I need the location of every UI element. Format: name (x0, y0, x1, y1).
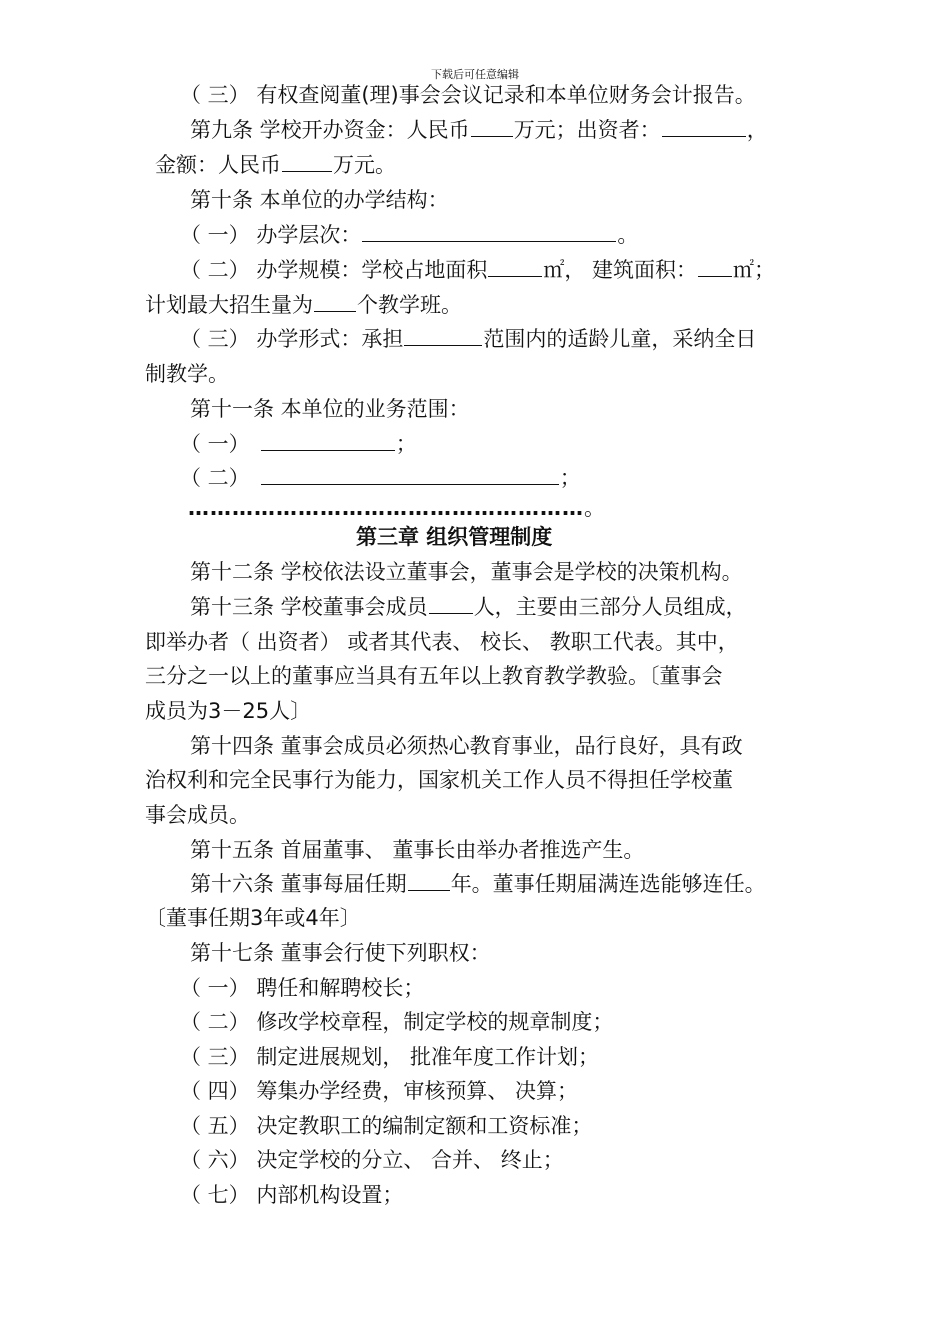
paragraph-line: （ 二） ； (180, 466, 581, 490)
paragraph-line: （ 一） ； (180, 432, 417, 456)
blank-underline (408, 870, 450, 891)
blank-underline (404, 325, 482, 346)
article-14-line: 第十四条 董事会成员必须热心教育事业，品行良好，具有政 (190, 734, 743, 758)
list-item: （ 五） 决定教职工的编制定额和工资标准； (180, 1114, 593, 1138)
paragraph-line: 即举办者（ 出资者） 或者其代表、 校长、 教职工代表。其中， (145, 630, 739, 654)
blank-underline (282, 151, 332, 172)
paragraph-line: （ 三） 有权查阅董(理)事会会议记录和本单位财务会计报告。 (180, 83, 756, 107)
paragraph-line: （ 三） 办学形式：承担 范围内的适龄儿童，采纳全日 (180, 327, 757, 351)
blank-underline (698, 256, 732, 277)
blank-underline (662, 116, 746, 137)
list-item: （ 四） 筹集办学经费，审核预算、 决算； (180, 1079, 579, 1103)
list-item: （ 二） 修改学校章程，制定学校的规章制度； (180, 1010, 614, 1034)
paragraph-line: 金额：人民币 万元。 (155, 153, 396, 177)
list-item: （ 一） 聘任和解聘校长； (180, 976, 425, 1000)
blank-underline (362, 221, 616, 242)
article-12-line: 第十二条 学校依法设立董事会，董事会是学校的决策机构。 (190, 560, 743, 584)
list-item: （ 七） 内部机构设置； (180, 1183, 404, 1207)
blank-underline (314, 291, 356, 312)
blank-underline (488, 256, 542, 277)
paragraph-line: 三分之一以上的董事应当具有五年以上教育教学教验。〔董事会 (145, 664, 723, 688)
paragraph-line: 事会成员。 (145, 803, 250, 827)
page-header-note: 下载后可任意编辑 (431, 68, 519, 81)
article-10-line: 第十条 本单位的办学结构： (190, 188, 449, 212)
blank-underline (471, 116, 513, 137)
paragraph-line: 制教学。 (145, 362, 229, 386)
blank-underline (261, 430, 395, 451)
ellipsis-line: ………………………………………………。 (188, 496, 605, 520)
paragraph-line: 计划最大招生量为 个教学班。 (145, 293, 462, 317)
paragraph-line: 成员为3－25人〕 (145, 699, 312, 723)
list-item: （ 三） 制定进展规划， 批准年度工作计划； (180, 1045, 600, 1069)
paragraph-line: （ 二） 办学规模：学校占地面积 ㎡， 建筑面积： ㎡； (180, 258, 776, 282)
article-11-line: 第十一条 本单位的业务范围： (190, 397, 470, 421)
article-15-line: 第十五条 首届董事、 董事长由举办者推选产生。 (190, 838, 645, 862)
chapter-title: 第三章 组织管理制度 (356, 525, 553, 549)
paragraph-line: 〔董事任期3年或4年〕 (145, 906, 361, 930)
blank-underline (429, 593, 473, 614)
article-17-line: 第十七条 董事会行使下列职权： (190, 941, 491, 965)
article-13-line: 第十三条 学校董事会成员 人，主要由三部分人员组成， (190, 595, 747, 619)
paragraph-line: 治权利和完全民事行为能力，国家机关工作人员不得担任学校董 (145, 768, 733, 792)
article-16-line: 第十六条 董事每届任期 年。董事任期届满连选能够连任。 (190, 872, 766, 896)
blank-underline (261, 464, 559, 485)
article-9-line: 第九条 学校开办资金：人民币 万元；出资者： ， (190, 118, 768, 142)
list-item: （ 六） 决定学校的分立、 合并、 终止； (180, 1148, 564, 1172)
paragraph-line: （ 一） 办学层次： 。 (180, 223, 639, 247)
